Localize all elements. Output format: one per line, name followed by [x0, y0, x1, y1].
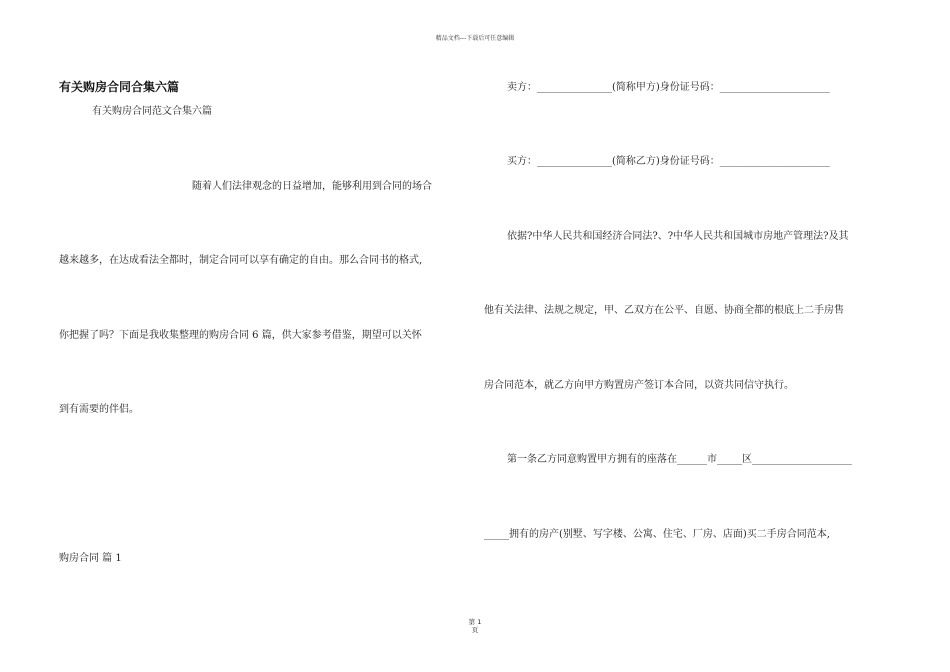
- intro-line-1: 随着人们法律观念的日益增加，能够利用到合同的场合: [192, 181, 432, 192]
- document-subtitle: 有关购房合同范文合集六篇: [92, 106, 212, 117]
- section-heading: 购房合同 篇 1: [59, 553, 122, 564]
- page-header: 精品文档---下载后可任意编辑: [435, 35, 515, 42]
- page-number: [0, 618, 950, 635]
- page-number-bottom: 页: [471, 626, 479, 635]
- basis-line-2: 他有关法律、法规之规定，甲、乙双方在公平、自愿、协商全都的根底上二手房售: [484, 305, 844, 316]
- document-title: 有关购房合同合集六篇: [59, 80, 180, 94]
- buyer-line: 买方：_______________(简称乙方)身份证号码：______________________: [507, 156, 830, 167]
- article-1-line-1: 第一条乙方同意购置甲方拥有的座落在______市_____区____________________: [507, 454, 852, 465]
- page-number-top: 第 1: [468, 618, 482, 626]
- basis-line-3: 房合同范本，就乙方向甲方购置房产签订本合同，以资共同信守执行。: [484, 380, 794, 391]
- article-1-line-2: _____拥有的房产(别墅、写字楼、公寓、住宅、厂房、店面)买二手房合同范本,: [484, 529, 830, 540]
- intro-line-4: 到有需要的伴侣。: [59, 404, 139, 415]
- intro-line-2: 越来越多，在达成看法全都时，制定合同可以享有确定的自由。那么合同书的格式,: [59, 255, 423, 266]
- basis-line-1: 依据?中华人民共和国经济合同法?、?中华人民共和国城市房地产管理法?及其: [507, 231, 849, 242]
- intro-line-3: 你把握了吗？下面是我收集整理的购房合同 6 篇，供大家参考借鉴，期望可以关怀: [59, 330, 422, 341]
- seller-line: 卖方：_______________(简称甲方)身份证号码：______________________: [507, 82, 830, 93]
